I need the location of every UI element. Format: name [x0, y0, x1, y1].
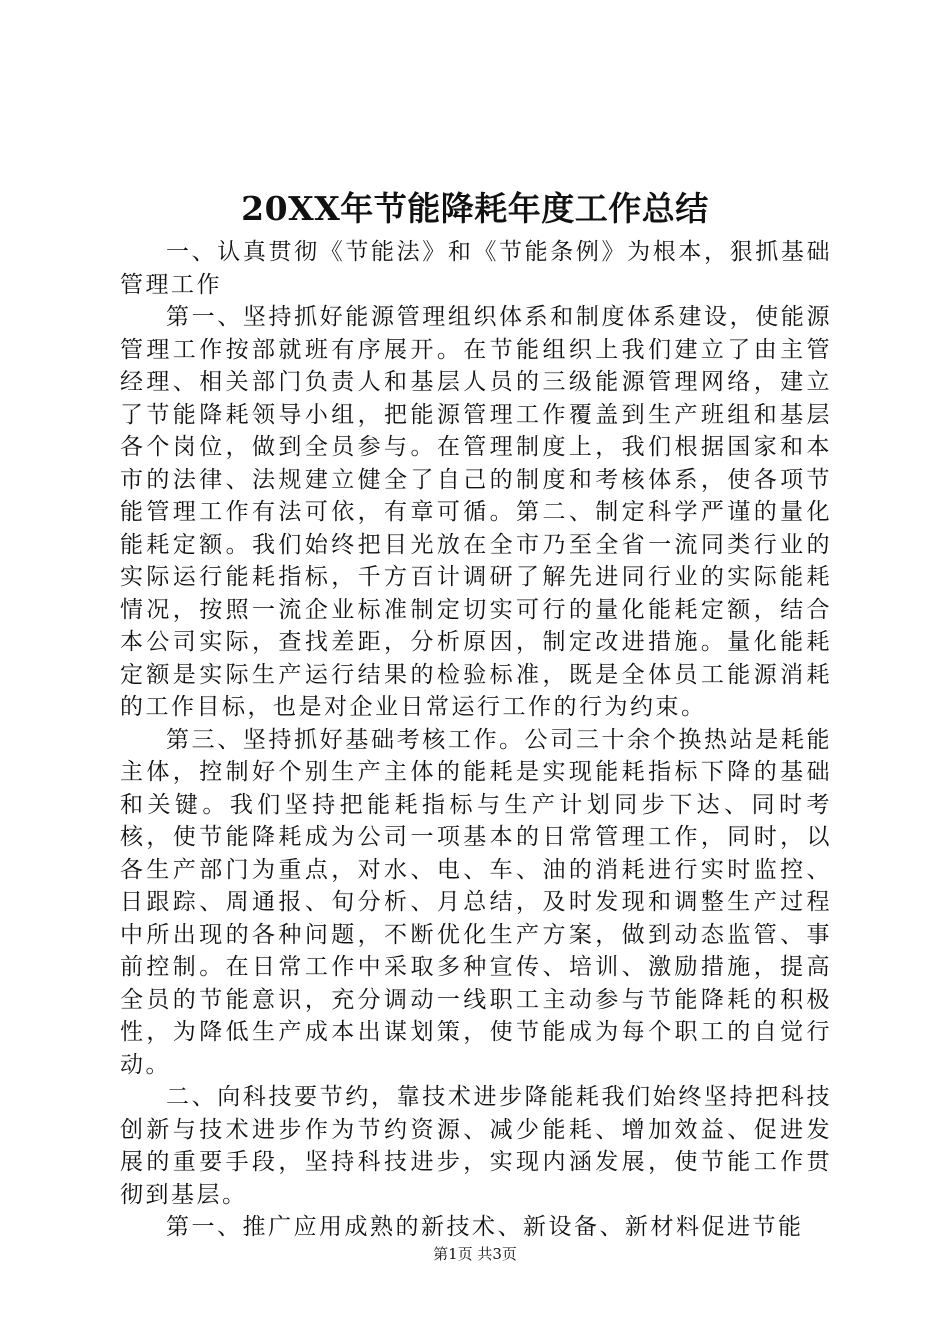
paragraph: 一、认真贯彻《节能法》和《节能条例》为根本，狠抓基础管理工作 — [120, 239, 832, 298]
document-title: 20XX年节能降耗年度工作总结 — [241, 189, 709, 228]
paragraph: 第一、坚持抓好能源管理组织体系和制度体系建设，使能源管理工作按部就班有序展开。在节能组织上我们建立了由主管经理、相关部门负责人和基层人员的三级能源管理网络，建立了节能降耗领导小组，把能源管理工作覆盖到生产班组和基层各个岗位，做到全员参与。在管理制度上，我们根据国家和本市的法律、法规建立健全了自己的制度和考核体系，使各项节能管理工作有法可依，有章可循。第二、制定科学严谨的量化能耗定额。我们始终把目光放在全市乃至全省一流同类行业的实际运行能耗指标，千方百计调研了解先进同行业的实际能耗情况，按照一流企业标准制定切实可行的量化能耗定额，结合本公司实际，查找差距，分析原因，制定改进措施。量化能耗定额是实际生产运行结果的检验标准，既是全体员工能源消耗的工作目标，也是对企业日常运行工作的行为约束。 — [120, 304, 832, 720]
page-number-footer: 第1页 共3页 — [433, 1245, 517, 1263]
paragraph: 第一、推广应用成熟的新技术、新设备、新材料促进节能 — [166, 1214, 804, 1240]
document-body — [120, 236, 832, 1244]
paragraph: 第三、坚持抓好基础考核工作。公司三十余个换热站是耗能主体，控制好个别生产主体的能耗是实现能耗指标下降的基础和关键。我们坚持把能耗指标与生产计划同步下达、同时考核，使节能降耗成为公司一项基本的日常管理工作，同时，以各生产部门为重点，对水、电、车、油的消耗进行实时监控、日跟踪、周通报、旬分析、月总结，及时发现和调整生产过程中所出现的各种问题，不断优化生产方案，做到动态监管、事前控制。在日常工作中采取多种宣传、培训、激励措施，提高全员的节能意识，充分调动一线职工主动参与节能降耗的积极性，为降低生产成本出谋划策，使节能成为每个职工的自觉行动。 — [120, 726, 832, 1078]
paragraph: 二、向科技要节约，靠技术进步降能耗我们始终坚持把科技创新与技术进步作为节约资源、减少能耗、增加效益、促进发展的重要手段，坚持科技进步，实现内涵发展，使节能工作贯彻到基层。 — [120, 1084, 832, 1208]
